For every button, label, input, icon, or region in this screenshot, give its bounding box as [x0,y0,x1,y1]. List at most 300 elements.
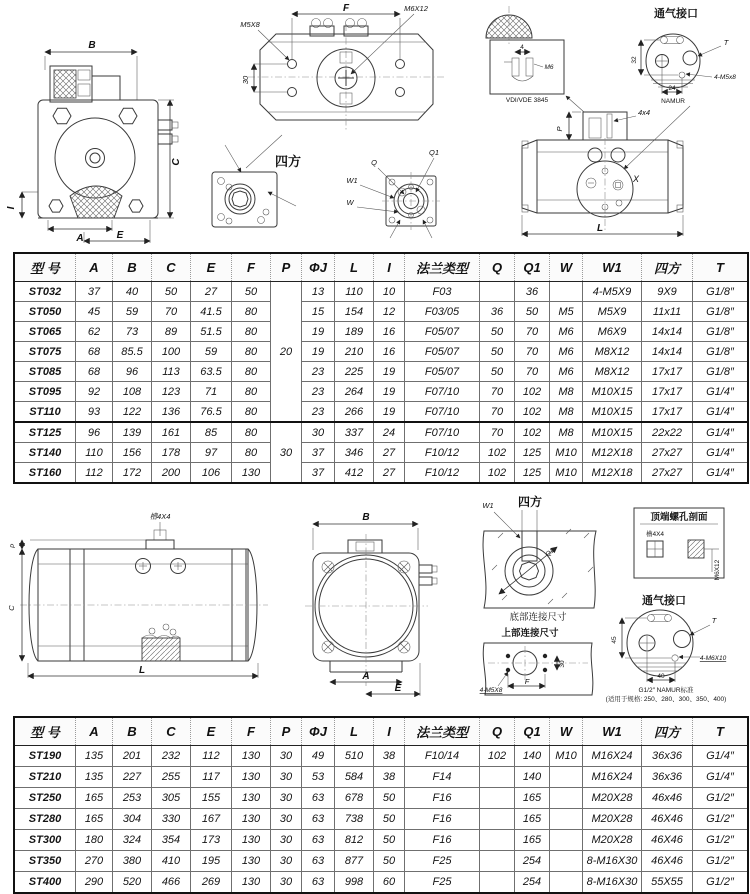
table-cell: F07/10 [405,402,480,423]
dim-label-C: C [171,158,182,166]
table-cell: G1/2″ [693,788,749,809]
vent-port-detail-2 [606,593,727,703]
model-cell: ST125 [14,422,76,443]
model-cell: ST032 [14,282,76,302]
table-cell: M10X15 [583,402,642,423]
table-cell: 380 [113,851,152,872]
table-cell: 165 [76,788,113,809]
table-cell: 27x27 [642,463,693,484]
table-cell [550,830,583,851]
table-cell: M8X12 [583,362,642,382]
table-cell: 738 [335,809,374,830]
label-4m5x8: 4-M5x8 [714,74,736,81]
table-cell: 346 [335,443,374,463]
table-cell: 23 [302,402,335,423]
table-cell: 63 [302,872,335,894]
table-cell: 80 [232,302,271,322]
table-cell: 139 [113,422,152,443]
table-cell: 154 [335,302,374,322]
table-cell: 269 [191,872,232,894]
table-cell: M6X9 [583,322,642,342]
column-header: 四方 [642,717,693,746]
table-cell [480,282,515,302]
bottom-connection-detail [482,494,596,623]
column-header: C [152,717,191,746]
table-cell: F10/14 [405,746,480,767]
table-cell: 97 [191,443,232,463]
table-cell: 70 [515,362,550,382]
table-cell: 80 [232,362,271,382]
table-cell: 200 [152,463,191,484]
table-cell: 96 [113,362,152,382]
table-cell: 49 [302,746,335,767]
model-cell: ST250 [14,788,76,809]
table-cell: 165 [515,830,550,851]
table-cell: M10X15 [583,382,642,402]
table-cell: 15 [302,302,335,322]
table-cell: 30 [271,830,302,851]
table-cell: M6 [550,342,583,362]
dim-label-30: 30 [559,660,566,668]
column-header: 型 号 [14,253,76,282]
table-cell: G1/4″ [693,402,749,423]
vent-port-detail [631,6,736,105]
dim-label-E: E [394,683,402,694]
table-cell: 130 [232,788,271,809]
table-cell: 201 [113,746,152,767]
column-header: F [232,717,271,746]
table-cell: G1/2″ [693,851,749,872]
dim-label-30: 30 [241,75,250,85]
table-cell: M8X12 [583,342,642,362]
table-cell: G1/8″ [693,302,749,322]
table-row [14,767,748,788]
table-cell: 23 [302,362,335,382]
table-row [14,342,748,362]
table-cell: 40 [113,282,152,302]
table-cell: 37 [302,443,335,463]
table-cell [550,851,583,872]
dim-label-F: F [342,3,350,14]
table-cell: 46X46 [642,851,693,872]
table-cell: 50 [480,362,515,382]
table-cell: 23 [302,382,335,402]
table-cell: 63 [302,809,335,830]
table-cell: 520 [113,872,152,894]
table-cell: 76.5 [191,402,232,423]
table-cell: 70 [515,342,550,362]
table-cell: 70 [480,422,515,443]
table-cell: 110 [335,282,374,302]
table-cell: 36 [515,282,550,302]
table-cell: F25 [405,851,480,872]
square-shaft-detail [212,135,301,227]
dim-label-B: B [362,512,370,523]
model-cell: ST400 [14,872,76,894]
table-cell: 11x11 [642,302,693,322]
table-cell: M6 [550,362,583,382]
table-cell: 45 [76,302,113,322]
table-cell: G1/4″ [693,767,749,788]
dim-label-P: P [555,126,564,132]
table-cell: F25 [405,872,480,894]
table-cell [550,809,583,830]
table-row [14,282,748,302]
table-cell: M8 [550,382,583,402]
table-row [14,382,748,402]
table-cell: 63.5 [191,362,232,382]
table-cell: 135 [76,767,113,788]
table-cell: 19 [302,322,335,342]
vent-title: 通气接口 [654,8,698,20]
table-cell: 254 [515,851,550,872]
column-header: Q1 [515,717,550,746]
table-cell: F14 [405,767,480,788]
table-cell: 877 [335,851,374,872]
table-cell: 46x46 [642,788,693,809]
top-thread-section-box [634,508,724,580]
label-W: W [346,198,354,207]
flange-detail-drawing [346,148,440,238]
table-cell: 354 [152,830,191,851]
table-cell: 678 [335,788,374,809]
column-header: A [76,253,113,282]
table-cell [480,788,515,809]
table-cell: 266 [335,402,374,423]
table-cell: 80 [232,422,271,443]
table-cell: 80 [232,382,271,402]
label-4m5x8: 4-M5X8 [479,687,503,694]
table-cell: 304 [113,809,152,830]
vent2-caption-1: G1/2″ NAMUR标准 [638,687,694,694]
table-cell: 85 [191,422,232,443]
section-title: 顶端螺孔剖面 [650,512,708,523]
tconn-caption: 上部连接尺寸 [501,628,559,639]
model-cell: ST210 [14,767,76,788]
table-cell: M16X24 [583,746,642,767]
spec-table-large-models [13,716,749,894]
table-cell: 253 [113,788,152,809]
table-cell: 38 [374,746,405,767]
table-cell: 324 [113,830,152,851]
column-header: I [374,253,405,282]
column-header: T [693,717,749,746]
table-cell: 19 [374,382,405,402]
table-cell: 117 [191,767,232,788]
table-cell: 14x14 [642,342,693,362]
table-cell: M10 [550,746,583,767]
column-header: T [693,253,749,282]
header-row [14,717,748,746]
table-cell: 50 [480,322,515,342]
end-view-drawing [305,512,437,696]
table-cell: 110 [76,443,113,463]
label-4m6x10: 4-M6X10 [699,655,727,662]
table-cell: F10/12 [405,443,480,463]
table-cell [480,809,515,830]
dim-label-L: L [138,665,146,676]
table-cell: 60 [374,872,405,894]
bconn-title: 四方 [517,495,543,509]
table-cell: 59 [191,342,232,362]
table-row [14,788,748,809]
column-header: Q [480,717,515,746]
table-cell: 70 [480,382,515,402]
table-cell: G1/2″ [693,872,749,894]
table-row [14,809,748,830]
table-cell [480,872,515,894]
table-row [14,443,748,463]
table-cell: 125 [515,443,550,463]
table-cell: 46X46 [642,809,693,830]
table-cell [550,872,583,894]
table-cell: 50 [374,809,405,830]
vent2-title: 通气接口 [642,595,686,607]
table-row [14,463,748,484]
table-cell: 96 [76,422,113,443]
label-m5x8: M5X8 [240,20,260,29]
table-cell: 140 [515,746,550,767]
model-cell: ST050 [14,302,76,322]
dim-label-24: 24 [668,85,676,92]
section-m6x12-label: M6X12 [714,559,721,581]
table-cell: 155 [191,788,232,809]
table-cell: 38 [374,767,405,788]
table-row [14,422,748,443]
table-cell: 165 [515,788,550,809]
table-cell: 19 [374,362,405,382]
model-cell: ST110 [14,402,76,423]
table-cell: M10 [550,463,583,484]
table-cell: 130 [232,872,271,894]
table-cell [480,830,515,851]
table-cell: M16X24 [583,767,642,788]
side-view-large [7,512,268,678]
label-sifang: 四方 [274,154,302,169]
table-cell: 36x36 [642,767,693,788]
table-cell: 330 [152,809,191,830]
table-cell: F16 [405,830,480,851]
model-cell: ST280 [14,809,76,830]
dim-label-32: 32 [631,56,638,64]
table-cell [550,282,583,302]
label-W1: W1 [482,501,494,510]
column-header: P [271,717,302,746]
dim-label-45: 45 [611,636,618,644]
table-cell: 510 [335,746,374,767]
table-cell: 51.5 [191,322,232,342]
table-cell: 102 [515,402,550,423]
table-cell: 30 [271,767,302,788]
table-cell: 62 [76,322,113,342]
table-cell: 165 [76,809,113,830]
table-cell: 30 [271,746,302,767]
merged-p-cell: 30 [271,422,302,483]
table-cell: 30 [302,422,335,443]
column-header: W1 [583,253,642,282]
table-cell: 178 [152,443,191,463]
table-cell: 812 [335,830,374,851]
column-header: A [76,717,113,746]
label-Q1: Q1 [428,148,440,157]
table-cell: 71 [191,382,232,402]
table-cell: 130 [232,830,271,851]
table-cell: 19 [302,342,335,362]
table-cell: 41.5 [191,302,232,322]
table-cell: 17x17 [642,402,693,423]
model-cell: ST095 [14,382,76,402]
column-header: B [113,253,152,282]
table-cell: 998 [335,872,374,894]
model-cell: ST085 [14,362,76,382]
table-cell: 24 [374,422,405,443]
label-m6x12: M6X12 [404,4,428,13]
table-cell: 189 [335,322,374,342]
table-row [14,851,748,872]
dim-label-L: L [596,223,604,234]
table-cell: 156 [113,443,152,463]
model-cell: ST140 [14,443,76,463]
table-cell: 337 [335,422,374,443]
table-cell: 410 [152,851,191,872]
table-cell: 135 [76,746,113,767]
table-cell: 50 [480,342,515,362]
table-cell: 89 [152,322,191,342]
table-cell: 37 [302,463,335,484]
table-cell: 37 [76,282,113,302]
table-cell: 59 [113,302,152,322]
table-cell: M6 [550,322,583,342]
table-cell: 305 [152,788,191,809]
table-cell: M8 [550,422,583,443]
table-cell: M20X28 [583,830,642,851]
table-cell: 270 [76,851,113,872]
table-cell: F10/12 [405,463,480,484]
table-cell: 27 [374,463,405,484]
table-cell: M5 [550,302,583,322]
column-header: E [191,253,232,282]
namur-label: NAMUR [661,98,685,105]
top-connection-detail [480,627,593,695]
table-cell: G1/2″ [693,830,749,851]
table-cell: 8-M16X30 [583,872,642,894]
table-cell [550,788,583,809]
label-4x4: 4x4 [637,108,651,117]
table-cell: 17x17 [642,382,693,402]
table-cell: 63 [302,830,335,851]
table-cell: 102 [515,422,550,443]
table-cell: 112 [76,463,113,484]
table-cell: G1/4″ [693,746,749,767]
table-row [14,830,748,851]
column-header: B [113,717,152,746]
table-cell: F05/07 [405,322,480,342]
table-cell: 225 [335,362,374,382]
table-cell: M12X18 [583,463,642,484]
table-cell: 130 [232,767,271,788]
table-cell: 113 [152,362,191,382]
table-cell: 73 [113,322,152,342]
model-cell: ST065 [14,322,76,342]
table-cell: F05/07 [405,362,480,382]
table-cell: G1/8″ [693,342,749,362]
table-cell: 68 [76,362,113,382]
dim-label-40: 40 [657,673,665,680]
table-cell: 130 [232,851,271,872]
model-cell: ST300 [14,830,76,851]
table-cell: 195 [191,851,232,872]
label-m6: M6 [544,64,554,71]
table-cell: 27 [374,443,405,463]
table-row [14,302,748,322]
table-row [14,872,748,894]
table-cell: 30 [271,809,302,830]
table-cell: 30 [271,788,302,809]
table-cell: 584 [335,767,374,788]
table-cell: 102 [480,746,515,767]
column-header: L [335,717,374,746]
table-cell: 172 [113,463,152,484]
table-cell: G1/4″ [693,422,749,443]
table-cell: 180 [76,830,113,851]
merged-p-cell: 20 [271,282,302,423]
column-header: L [335,253,374,282]
table-cell: G1/2″ [693,809,749,830]
column-header: 法兰类型 [405,717,480,746]
table-cell: M20X28 [583,788,642,809]
table-cell: F03 [405,282,480,302]
slot-label: 槽4X4 [149,512,171,521]
table-cell: 112 [191,746,232,767]
column-header: C [152,253,191,282]
label-Q: Q [371,158,377,167]
column-header: ΦJ [302,717,335,746]
table-cell: 167 [191,809,232,830]
table-cell: 232 [152,746,191,767]
plan-view-drawing [240,3,445,130]
table-cell: 136 [152,402,191,423]
table-cell: 123 [152,382,191,402]
table-cell: 80 [232,342,271,362]
column-header: 型 号 [14,717,76,746]
table-cell: 63 [302,851,335,872]
dim-label-C: C [7,605,16,611]
table-cell: 102 [515,382,550,402]
table-cell: 55X55 [642,872,693,894]
table-cell: 210 [335,342,374,362]
table-cell: 130 [232,746,271,767]
table-cell: 85.5 [113,342,152,362]
table-cell: F05/07 [405,342,480,362]
table-cell: M20X28 [583,809,642,830]
table-cell: 165 [515,809,550,830]
dim-label-F: F [524,677,530,686]
vdi-vde-detail [486,6,584,112]
table-cell: 412 [335,463,374,484]
dim-label-4: 4 [520,44,524,51]
table-cell: F03/05 [405,302,480,322]
dim-label-B: B [88,40,96,51]
table-cell: 173 [191,830,232,851]
table-cell: 4-M5X9 [583,282,642,302]
model-cell: ST160 [14,463,76,484]
table-cell: 50 [152,282,191,302]
top-drawings [0,0,750,250]
dim-label-I: I [6,206,17,210]
table-cell: F07/10 [405,422,480,443]
table-cell: 161 [152,422,191,443]
column-header: W [550,253,583,282]
